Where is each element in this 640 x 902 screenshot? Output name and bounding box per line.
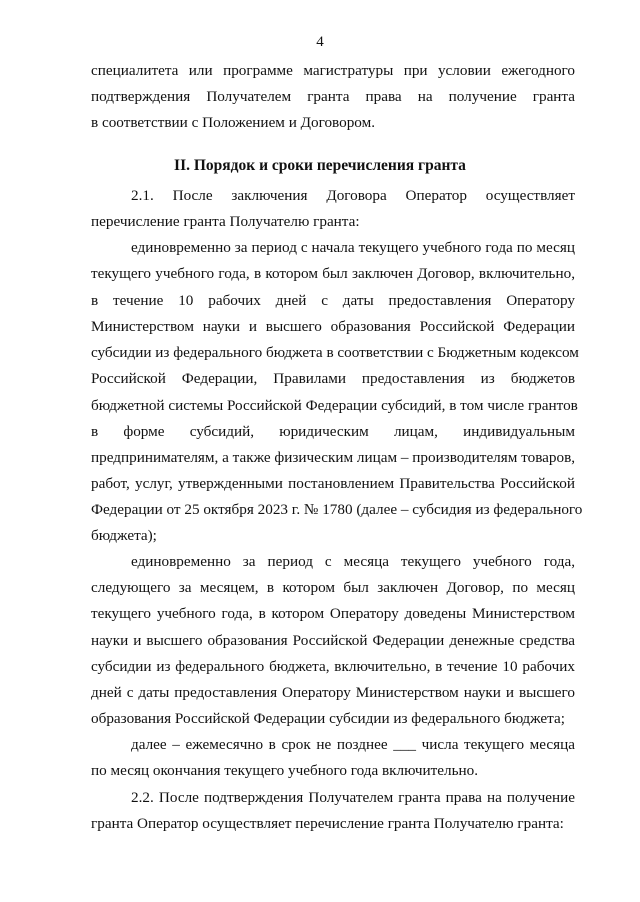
text-line: бюджета); — [91, 527, 157, 544]
text-line: гранта Оператор осуществляет перечисление гранта Получателю гранта: — [91, 815, 564, 832]
text-line: единовременно за период с начала текущего учебного года по месяц — [131, 239, 575, 256]
text-line: в форме субсидий, юридическим лицам, индивидуальным — [91, 423, 575, 440]
text-line: в течение 10 рабочих дней с даты предоставления Оператору — [91, 292, 575, 309]
text-line: текущего учебного года, в котором был заключен Договор, включительно, — [91, 265, 575, 282]
text-line: в соответствии с Положением и Договором. — [91, 114, 376, 131]
text-line: субсидии из федерального бюджета в соответствии с Бюджетным кодексом — [91, 344, 579, 361]
text-line: единовременно за период с месяца текущего учебного года, — [131, 553, 575, 570]
section-heading: II. Порядок и сроки перечисления гранта — [174, 157, 466, 174]
text-line: науки и высшего образования Российской Федерации денежные средства — [91, 632, 575, 649]
text-line: следующего за месяцем, в котором был заключен Договор, по месяц — [91, 579, 575, 596]
text-line: 2.1. После заключения Договора Оператор осуществляет — [131, 187, 575, 204]
text-line: подтверждения Получателем гранта права на получение гранта — [91, 88, 575, 105]
text-line: далее – ежемесячно в срок не позднее ___ числа текущего месяца — [131, 736, 575, 753]
text-line: дней с даты предоставления Оператору Министерством науки и высшего — [91, 684, 575, 701]
text-line: работ, услуг, утвержденными постановлением Правительства Российской — [91, 475, 575, 492]
text-line: субсидии из федерального бюджета, включительно, в течение 10 рабочих — [91, 658, 575, 675]
text-line: предпринимателям, а также физическим лицам – производителям товаров, — [91, 449, 576, 466]
text-line: Российской Федерации, Правилами предоставления из бюджетов — [91, 370, 575, 387]
text-line: образования Российской Федерации субсидии из федерального бюджета; — [91, 710, 565, 727]
text-line: Федерации от 25 октября 2023 г. № 1780 (далее – субсидия из федерального — [91, 501, 583, 518]
text-line: 2.2. После подтверждения Получателем гранта права на получение — [131, 789, 575, 806]
text-line: бюджетной системы Российской Федерации субсидий, в том числе грантов — [91, 397, 578, 414]
text-line: специалитета или программе магистратуры при условии ежегодного — [91, 62, 575, 79]
text-line: текущего учебного года, в котором Оператору доведены Министерством — [91, 605, 575, 622]
page-number: 4 — [316, 34, 324, 50]
text-line: Министерством науки и высшего образования Российской Федерации — [91, 318, 575, 335]
text-line: по месяц окончания текущего учебного года включительно. — [91, 762, 479, 779]
text-line: перечисление гранта Получателю гранта: — [91, 213, 360, 230]
